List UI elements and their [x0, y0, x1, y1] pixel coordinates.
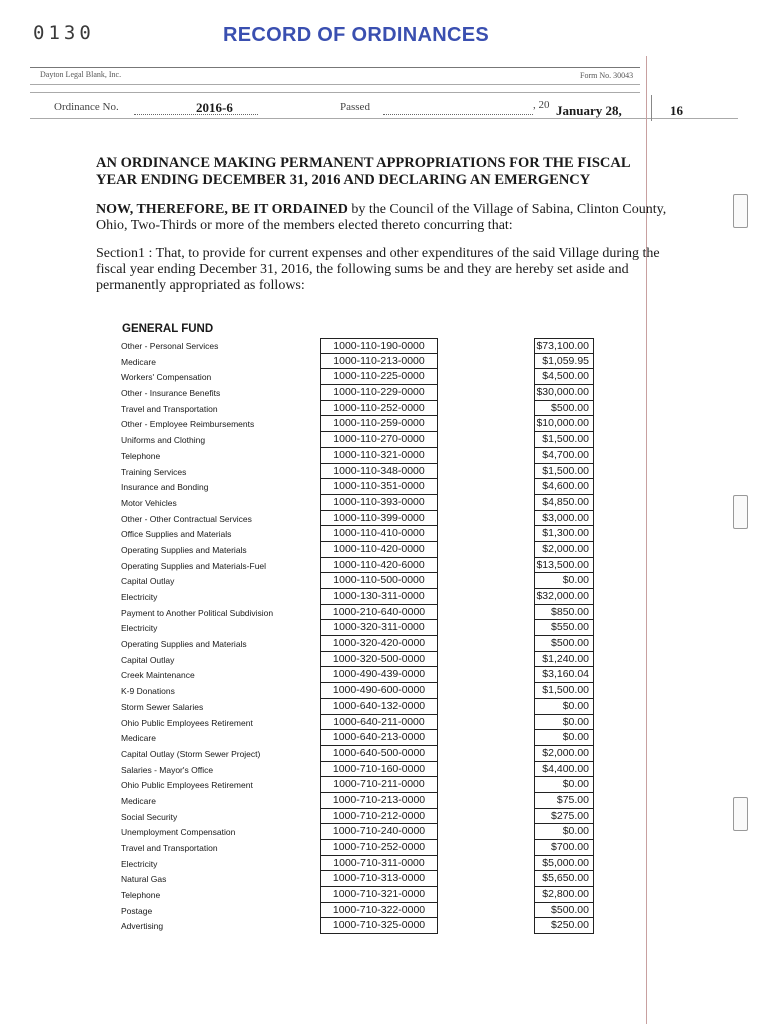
- row-account-code: 1000-320-500-0000: [320, 652, 438, 668]
- side-tab-marker: [733, 797, 748, 831]
- row-account-code: 1000-110-213-0000: [320, 354, 438, 370]
- row-account-code: 1000-710-213-0000: [320, 793, 438, 809]
- row-label: Telephone: [121, 450, 161, 461]
- row-amount: $73,100.00: [534, 338, 594, 354]
- row-amount: $2,800.00: [534, 887, 594, 903]
- row-amount: $10,000.00: [534, 416, 594, 432]
- row-amount: $3,160.04: [534, 667, 594, 683]
- ordinance-number: 2016-6: [196, 100, 233, 115]
- row-account-code: 1000-320-311-0000: [320, 620, 438, 636]
- row-account-code: 1000-490-439-0000: [320, 667, 438, 683]
- row-amount: $1,300.00: [534, 526, 594, 542]
- row-label: Operating Supplies and Materials: [121, 544, 247, 555]
- row-account-code: 1000-320-420-0000: [320, 636, 438, 652]
- row-amount: $2,000.00: [534, 542, 594, 558]
- row-account-code: 1000-110-399-0000: [320, 511, 438, 527]
- row-account-code: 1000-710-321-0000: [320, 887, 438, 903]
- row-amount: $5,650.00: [534, 871, 594, 887]
- row-account-code: 1000-110-321-0000: [320, 448, 438, 464]
- row-account-code: 1000-110-410-0000: [320, 526, 438, 542]
- row-amount: $700.00: [534, 840, 594, 856]
- row-label: Capital Outlay: [121, 654, 175, 665]
- row-account-code: 1000-130-311-0000: [320, 589, 438, 605]
- form-number: Form No. 30043: [580, 71, 634, 80]
- row-label: Unemployment Compensation: [121, 827, 236, 838]
- row-account-code: 1000-710-212-0000: [320, 809, 438, 825]
- row-label: Insurance and Bonding: [121, 482, 209, 493]
- row-amount: $30,000.00: [534, 385, 594, 401]
- row-account-code: 1000-110-225-0000: [320, 369, 438, 385]
- row-amount: $1,500.00: [534, 432, 594, 448]
- row-account-code: 1000-110-270-0000: [320, 432, 438, 448]
- row-account-code: 1000-710-313-0000: [320, 871, 438, 887]
- ordinance-heading: AN ORDINANCE MAKING PERMANENT APPROPRIATIONS FOR THE FISCAL YEAR ENDING DECEMBER 31, 2016 AND DECLARING AN EMERGENCY: [96, 155, 630, 188]
- row-amount: $0.00: [534, 715, 594, 731]
- row-label: K-9 Donations: [121, 686, 175, 697]
- row-account-code: 1000-110-229-0000: [320, 385, 438, 401]
- row-label: Uniforms and Clothing: [121, 435, 206, 446]
- row-account-code: 1000-110-252-0000: [320, 401, 438, 417]
- header-divider-3: [30, 92, 640, 93]
- passed-year: 16: [670, 103, 683, 118]
- side-tab-marker: [733, 194, 748, 228]
- row-account-code: 1000-110-420-6000: [320, 558, 438, 574]
- row-amount: $275.00: [534, 809, 594, 825]
- year-prefix: , 20: [533, 99, 550, 111]
- row-label: Electricity: [121, 592, 158, 602]
- row-amount: $1,500.00: [534, 683, 594, 699]
- row-label: Operating Supplies and Materials-Fuel: [121, 560, 267, 571]
- row-label: Travel and Transportation: [121, 843, 218, 853]
- row-account-code: 1000-640-213-0000: [320, 730, 438, 746]
- row-account-code: 1000-110-348-0000: [320, 464, 438, 480]
- row-amount: $2,000.00: [534, 746, 594, 762]
- row-account-code: 1000-110-420-0000: [320, 542, 438, 558]
- row-label: Payment to Another Political Subdivision: [121, 607, 274, 618]
- row-account-code: 1000-710-325-0000: [320, 918, 438, 934]
- row-label: Training Services: [121, 466, 187, 477]
- header-divider: [30, 67, 640, 68]
- ordained-lead: NOW, THEREFORE, BE IT ORDAINED: [96, 202, 348, 217]
- row-account-code: 1000-210-640-0000: [320, 605, 438, 621]
- row-label: Creek Maintenance: [121, 670, 195, 681]
- row-label: Capital Outlay: [121, 576, 175, 587]
- row-account-code: 1000-110-500-0000: [320, 573, 438, 589]
- row-amount: $500.00: [534, 401, 594, 417]
- row-label: Storm Sewer Salaries: [121, 701, 204, 712]
- row-amount: $4,600.00: [534, 479, 594, 495]
- row-amount: $500.00: [534, 636, 594, 652]
- row-label: Other - Personal Services: [121, 341, 219, 351]
- page-stamp-number: 0130: [33, 22, 95, 44]
- ordained-clause: [96, 202, 686, 234]
- side-tab-marker: [733, 495, 748, 529]
- passed-label: Passed: [340, 101, 370, 113]
- row-amount: $0.00: [534, 699, 594, 715]
- row-label: Advertising: [121, 921, 164, 932]
- row-amount: $13,500.00: [534, 558, 594, 574]
- page-title: RECORD OF ORDINANCES: [222, 24, 489, 46]
- row-amount: $4,500.00: [534, 369, 594, 385]
- row-amount: $0.00: [534, 824, 594, 840]
- publisher-name: Dayton Legal Blank, Inc.: [40, 70, 122, 79]
- row-label: Electricity: [121, 858, 158, 869]
- row-label: Operating Supplies and Materials: [121, 639, 247, 650]
- row-account-code: 1000-710-311-0000: [320, 856, 438, 872]
- row-label: Capital Outlay (Storm Sewer Project): [121, 748, 261, 759]
- row-account-code: 1000-710-240-0000: [320, 824, 438, 840]
- row-label: Telephone: [121, 890, 161, 901]
- row-account-code: 1000-110-351-0000: [320, 479, 438, 495]
- row-account-code: 1000-490-600-0000: [320, 683, 438, 699]
- row-account-code: 1000-710-211-0000: [320, 777, 438, 793]
- row-label: Travel and Transportation: [121, 403, 218, 414]
- row-account-code: 1000-110-259-0000: [320, 416, 438, 432]
- row-amount: $3,000.00: [534, 511, 594, 527]
- ordinance-label: Ordinance No.: [54, 101, 119, 113]
- row-label: Ohio Public Employees Retirement: [121, 717, 253, 728]
- row-account-code: 1000-110-393-0000: [320, 495, 438, 511]
- row-label: Other - Employee Reimbursements: [121, 419, 255, 430]
- row-amount: $4,850.00: [534, 495, 594, 511]
- row-amount: $1,059.95: [534, 354, 594, 370]
- row-label: Salaries - Mayor's Office: [121, 764, 214, 775]
- row-amount: $4,700.00: [534, 448, 594, 464]
- row-amount: $500.00: [534, 903, 594, 919]
- row-label: Other - Insurance Benefits: [121, 388, 221, 399]
- row-amount: $4,400.00: [534, 762, 594, 778]
- row-label: Natural Gas: [121, 874, 167, 885]
- row-label: Medicare: [121, 795, 156, 806]
- row-label: Other - Other Contractual Services: [121, 513, 252, 524]
- row-amount: $1,240.00: [534, 652, 594, 668]
- row-label: Workers' Compensation: [121, 372, 212, 383]
- row-label: Social Security: [121, 811, 178, 822]
- row-label: Electricity: [121, 623, 158, 634]
- row-label: Medicare: [121, 356, 156, 367]
- row-label: Medicare: [121, 733, 156, 744]
- row-amount: $250.00: [534, 918, 594, 934]
- meta-divider: [30, 118, 738, 119]
- row-account-code: 1000-640-500-0000: [320, 746, 438, 762]
- row-label: Motor Vehicles: [121, 497, 177, 508]
- row-amount: $550.00: [534, 620, 594, 636]
- date-separator: [651, 95, 652, 121]
- row-label: Office Supplies and Materials: [121, 529, 232, 540]
- row-amount: $0.00: [534, 573, 594, 589]
- row-amount: $0.00: [534, 730, 594, 746]
- ordained-text: by the Council of the Village of Sabina, Clinton County, Ohio, Two-Thirds or more of the members elected thereto concurring that:: [96, 202, 667, 233]
- row-account-code: 1000-710-322-0000: [320, 903, 438, 919]
- passed-line: [383, 114, 533, 115]
- row-label: Ohio Public Employees Retirement: [121, 780, 253, 791]
- passed-date: January 28,: [556, 103, 622, 118]
- section-1-text: Section1 : That, to provide for current expenses and other expenditures of the said Village during the fiscal year ending December 31, 2016, the following sums be and they are hereby set aside and permanently appropriated as follows:: [96, 246, 660, 293]
- row-account-code: 1000-640-132-0000: [320, 699, 438, 715]
- row-label: Postage: [121, 905, 153, 916]
- row-amount: $5,000.00: [534, 856, 594, 872]
- header-divider-2: [30, 84, 640, 85]
- row-amount: $32,000.00: [534, 589, 594, 605]
- fund-title: GENERAL FUND: [122, 323, 214, 335]
- row-amount: $75.00: [534, 793, 594, 809]
- row-amount: $1,500.00: [534, 464, 594, 480]
- row-account-code: 1000-710-252-0000: [320, 840, 438, 856]
- row-amount: $850.00: [534, 605, 594, 621]
- row-account-code: 1000-640-211-0000: [320, 715, 438, 731]
- row-account-code: 1000-710-160-0000: [320, 762, 438, 778]
- row-account-code: 1000-110-190-0000: [320, 338, 438, 354]
- row-amount: $0.00: [534, 777, 594, 793]
